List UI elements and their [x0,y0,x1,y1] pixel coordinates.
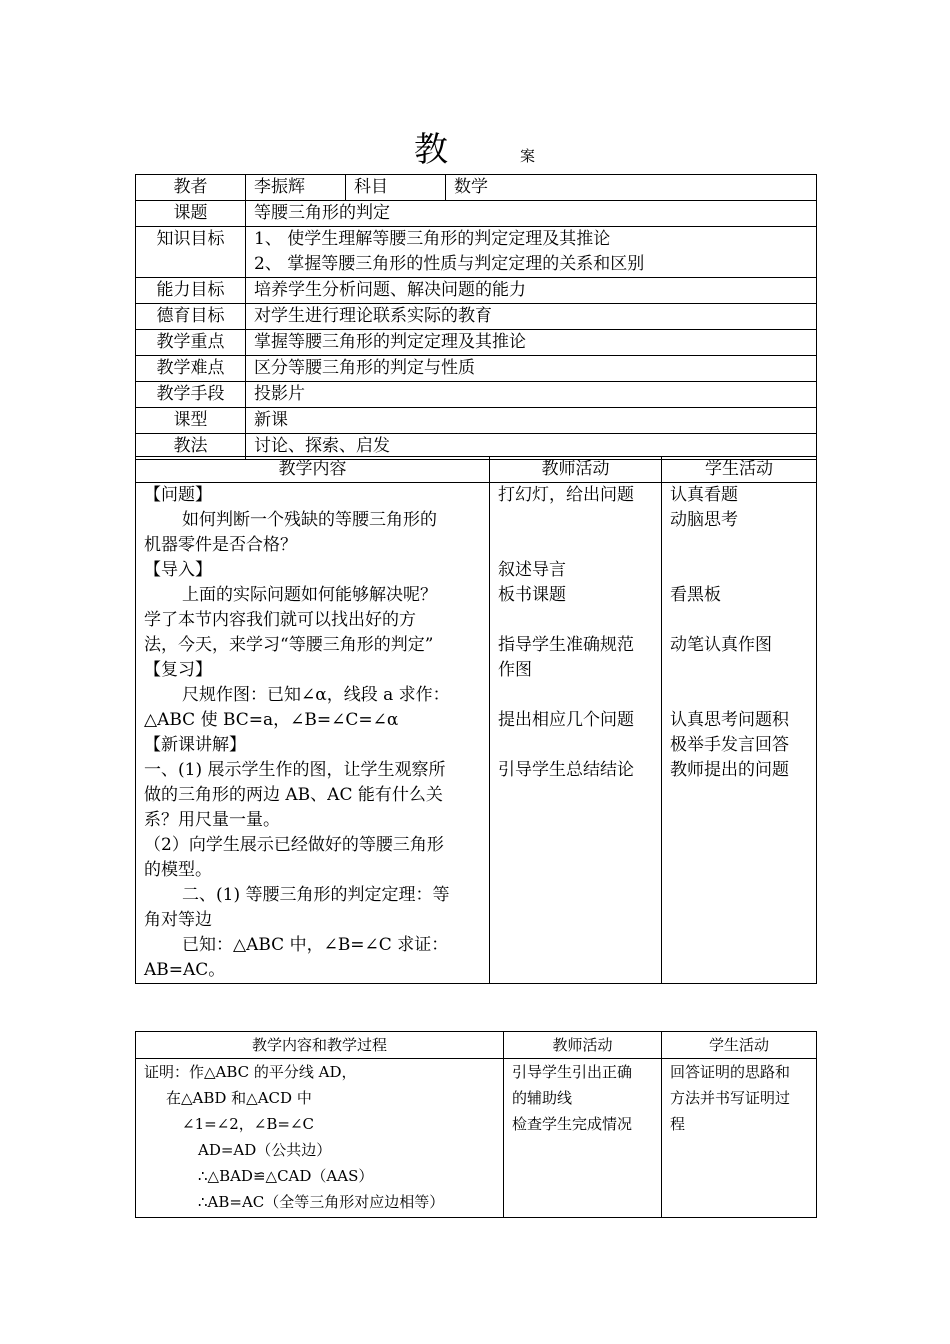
difficulty-label: 教学难点 [136,356,246,382]
student-activity-column [662,483,817,984]
content-line: 如何判断一个残缺的等腰三角形的 [182,510,437,530]
teacher-activity-line: 叙述导言 [498,560,566,580]
proof-header-content: 教学内容和教学过程 [136,1032,504,1059]
content-line: 角对等边 [144,910,212,930]
knowledge-item-1: 1、 使学生理解等腰三角形的判定定理及其推论 [254,229,611,249]
difficulty-value: 区分等腰三角形的判定与性质 [246,356,817,382]
content-line: 一、(1) 展示学生作的图，让学生观察所 [144,760,446,780]
header-teacher-activity: 教师活动 [490,457,662,483]
proof-student-line: 程 [670,1115,686,1133]
content-line: 的模型。 [144,860,212,880]
lesson-info-table [135,174,817,460]
content-line: 机器零件是否合格？ [144,535,297,555]
title-main-char: 教 [414,130,448,170]
means-value: 投影片 [246,382,817,408]
title-second-char: 案 [520,147,536,165]
lesson-type-value: 新课 [246,408,817,434]
proof-teacher-line: 引导学生引出正确 [512,1063,633,1081]
content-line: △ABC 使 BC=a，∠B=∠C=∠α [144,710,399,730]
knowledge-row [136,227,817,278]
student-activity-line: 极举手发言回答 [670,735,789,755]
topic-value: 等腰三角形的判定 [246,201,817,227]
proof-student-column [662,1059,817,1218]
content-line: 法，今天，来学习“等腰三角形的判定” [144,635,434,655]
method-value: 讨论、探索、启发 [246,434,817,460]
teacher-activity-line: 指导学生准确规范 [498,635,634,655]
proof-header-teacher: 教师活动 [504,1032,662,1059]
proof-teacher-line: 检查学生完成情况 [512,1115,633,1133]
moral-row [136,304,817,330]
knowledge-label: 知识目标 [136,227,246,278]
teacher-activity-line: 打幻灯，给出问题 [498,485,634,505]
content-line: 【复习】 [144,660,212,680]
key-point-row [136,330,817,356]
proof-line: 证明：作△ABC 的平分线 AD， [144,1063,357,1081]
student-activity-line: 看黑板 [670,585,721,605]
key-point-label: 教学重点 [136,330,246,356]
teacher-activity-line: 作图 [498,660,532,680]
teacher-activity-line: 板书课题 [498,585,566,605]
knowledge-item-2: 2、 掌握等腰三角形的性质与判定定理的关系和区别 [254,254,645,274]
student-activity-line: 动脑思考 [670,510,738,530]
subject-value: 数学 [446,175,817,201]
proof-table [135,1031,817,1218]
proof-line: AD=AD（公共边） [198,1141,332,1159]
subject-label: 科目 [346,175,446,201]
proof-body-row [136,1059,817,1218]
content-line: 学了本节内容我们就可以找出好的方 [144,610,416,630]
proof-student-line: 回答证明的思路和 [670,1063,791,1081]
proof-teacher-column [504,1059,662,1218]
student-activity-line: 认真看题 [670,485,738,505]
student-activity-line: 动笔认真作图 [670,635,772,655]
proof-teacher-line: 的辅助线 [512,1089,573,1107]
content-line: 做的三角形的两边 AB、AC 能有什么关 [144,785,443,805]
topic-label: 课题 [136,201,246,227]
content-line: 上面的实际问题如何能够解决呢？ [182,585,437,605]
key-point-value: 掌握等腰三角形的判定定理及其推论 [246,330,817,356]
proof-line: ∴△BAD≌△CAD（AAS） [198,1167,374,1185]
content-line: 【问题】 [144,485,212,505]
ability-label: 能力目标 [136,278,246,304]
header-content: 教学内容 [136,457,490,483]
header-student-activity: 学生活动 [662,457,817,483]
ability-row [136,278,817,304]
teacher-row [136,175,817,201]
proof-content-column [136,1059,504,1218]
proof-line: ∴AB=AC（全等三角形对应边相等） [198,1193,445,1211]
teacher-label: 教者 [136,175,246,201]
teacher-activity-line: 引导学生总结结论 [498,760,634,780]
topic-row [136,201,817,227]
proof-student-line: 方法并书写证明过 [670,1089,791,1107]
proof-line: ∠1=∠2，∠B=∠C [182,1115,314,1133]
means-label: 教学手段 [136,382,246,408]
proof-header-student: 学生活动 [662,1032,817,1059]
content-line: 【导入】 [144,560,212,580]
student-activity-line: 教师提出的问题 [670,760,789,780]
proof-header-row [136,1032,817,1059]
knowledge-value [246,227,817,278]
process-body-row [136,483,817,984]
teacher-activity-line: 提出相应几个问题 [498,710,634,730]
content-line: （2）向学生展示已经做好的等腰三角形 [144,835,444,855]
method-label: 教法 [136,434,246,460]
document-title [0,128,950,172]
teacher-value: 李振辉 [246,175,346,201]
teacher-activity-column [490,483,662,984]
student-activity-line: 认真思考问题积 [670,710,789,730]
process-header-row [136,457,817,483]
moral-label: 德育目标 [136,304,246,330]
content-line: 【新课讲解】 [144,735,246,755]
content-line: 尺规作图：已知∠α，线段 a 求作： [182,685,450,705]
difficulty-row [136,356,817,382]
content-line: 系？用尺量一量。 [144,810,280,830]
means-row [136,382,817,408]
moral-value: 对学生进行理论联系实际的教育 [246,304,817,330]
lesson-type-label: 课型 [136,408,246,434]
lesson-type-row [136,408,817,434]
content-line: 已知：△ABC 中，∠B=∠C 求证： [182,935,449,955]
proof-line: 在△ABD 和△ACD 中 [166,1089,312,1107]
teaching-process-table [135,456,817,984]
ability-value: 培养学生分析问题、解决问题的能力 [246,278,817,304]
content-line: 二、(1) 等腰三角形的判定定理：等 [182,885,450,905]
content-line: AB=AC。 [144,960,226,980]
content-column [136,483,490,984]
